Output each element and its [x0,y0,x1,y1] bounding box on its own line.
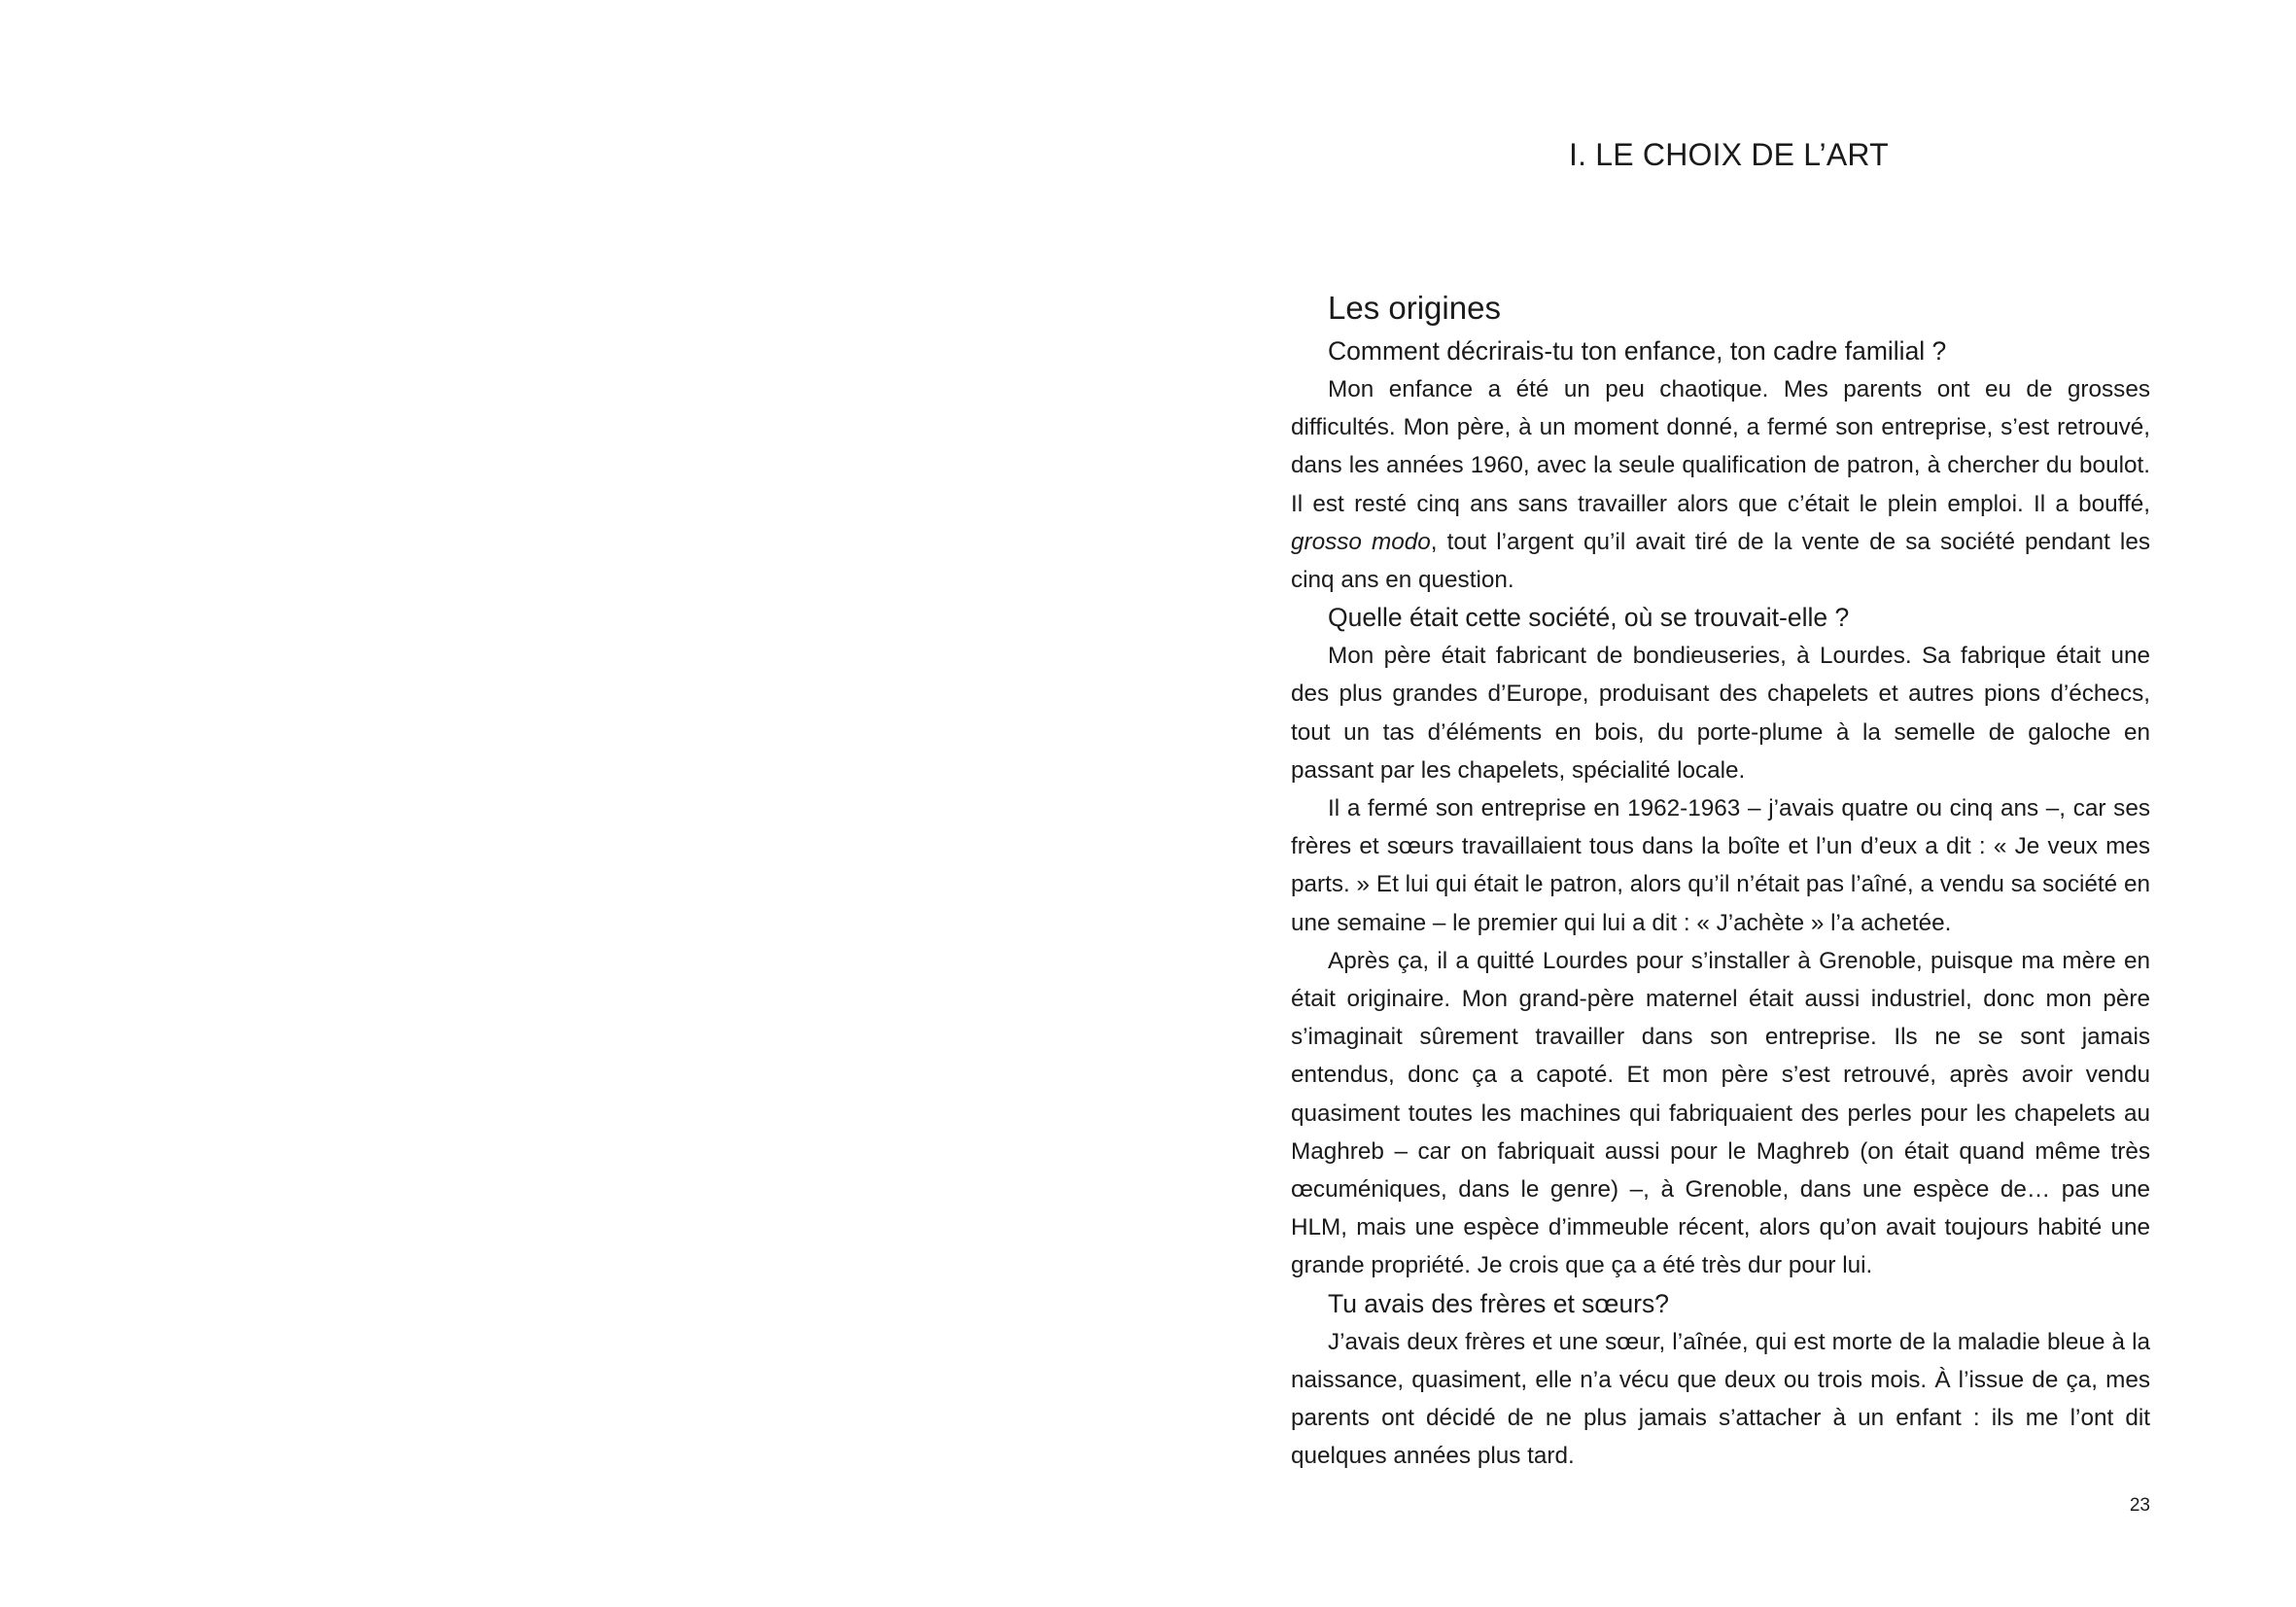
interview-question: Quelle était cette société, où se trouvait-elle ? [1328,603,1850,633]
page-number: 23 [2129,1495,2150,1516]
answer-text: Mon enfance a été un peu chaotique. Mes parents ont eu de grosses difficultés. Mon père, à un moment donné, a fermé son entreprise, s’est retrouvé, dans les années 1960, avec la seule qualification de patron, à chercher du boulot. Il est resté cinq ans sans travailler alors que c’était le plein emploi. Il a bouffé, [1291,376,2150,517]
answer-paragraph: Après ça, il a quitté Lourdes pour s’installer à Grenoble, puisque ma mère en était originaire. Mon grand-père maternel était aussi industriel, donc mon père s’imaginait sûrement travailler dans son entreprise. Ils ne se sont jamais entendus, donc ça a capoté. Et mon père s’est retrouvé, après avoir vendu quasiment toutes les machines qui fabriquaient des perles pour les chapelets au Maghreb – car on fabriquait aussi pour le Maghreb (on était quand même très œcuméniques, dans le genre) –, à Grenoble, dans une espèce de… pas une HLM, mais une espèce d’immeuble récent, alors qu’on avait toujours habité une grande propriété. Je crois que ça a été très dur pour lui. [1291,947,2150,1279]
section-heading: Les origines [1328,290,1501,326]
answer-paragraph [1291,370,2150,599]
chapter-title: I. LE CHOIX DE L’ART [1569,137,1889,172]
answer-paragraph: Il a fermé son entreprise en 1962-1963 – j’avais quatre ou cinq ans –, car ses frères et sœurs travaillaient tous dans la boîte et l’un d’eux a dit : « Je veux mes parts. » Et lui qui était le patron, alors qu’il n’était pas l’aîné, a vendu sa société en une semaine – le premier qui lui a dit : « J’achète » l’a achetée. [1291,795,2150,936]
italic-phrase: grosso modo [1291,528,1431,555]
interview-question: Comment décrirais-tu ton enfance, ton cadre familial ? [1328,336,1947,366]
answer-paragraph: Mon père était fabricant de bondieuseries, à Lourdes. Sa fabrique était une des plus grandes d’Europe, produisant des chapelets et autres pions d’échecs, tout un tas d’éléments en bois, du porte-plume à la semelle de galoche en passant par les chapelets, spécialité locale. [1291,643,2150,784]
answer-text: , tout l’argent qu’il avait tiré de la vente de sa société pendant les cinq ans en question. [1291,528,2150,594]
answer-paragraph: J’avais deux frères et une sœur, l’aînée, qui est morte de la maladie bleue à la naissance, quasiment, elle n’a vécu que deux ou trois mois. À l’issue de ça, mes parents ont décidé de ne plus jamais s’attacher à un enfant : ils me l’ont dit quelques années plus tard. [1291,1328,2150,1470]
interview-question: Tu avais des frères et sœurs? [1328,1288,1669,1318]
body-text [1291,284,2150,1475]
